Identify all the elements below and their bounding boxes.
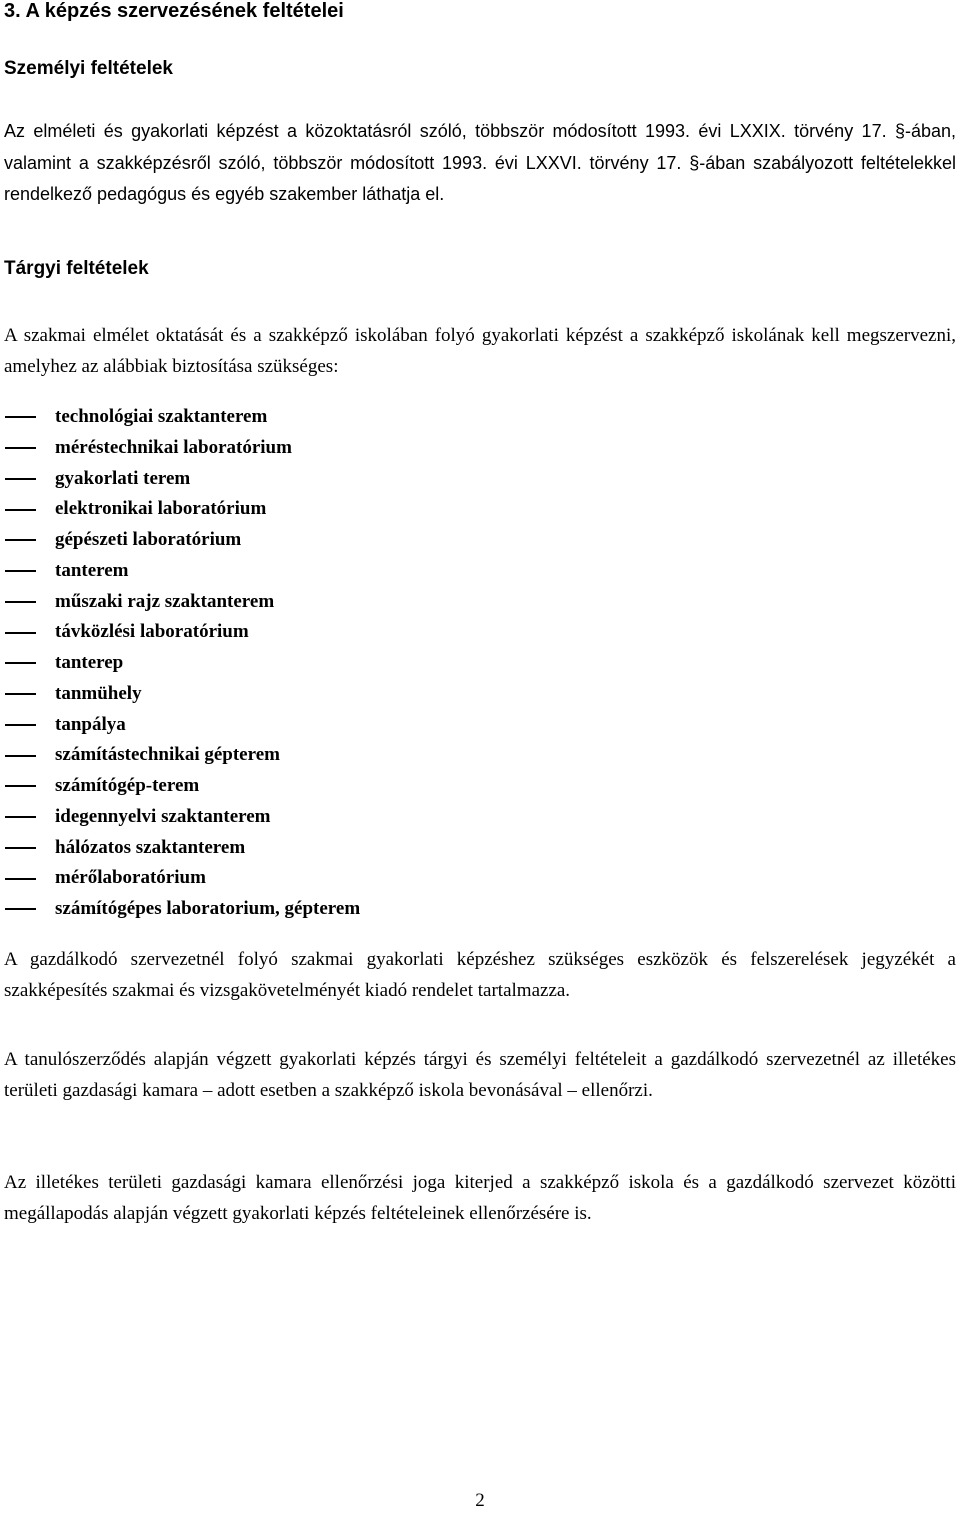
list-item-label: tanmühely [55, 682, 142, 704]
personal-heading: Személyi feltételek [4, 58, 173, 79]
paragraph-apprenticeship: A tanulószerződés alapján végzett gyakorlati képzés tárgyi és személyi feltételeit a gazdálkodó szervezetnél az illetékes területi gazdasági kamara – adott esetben a szakképző iskola bevonásával – ellenőrzi. [4, 1049, 956, 1101]
list-item [4, 525, 360, 556]
material-heading: Tárgyi feltételek [4, 258, 149, 279]
dash-icon [5, 878, 36, 880]
list-item [4, 464, 360, 495]
list-item-label: számítógépes laboratorium, gépterem [55, 898, 361, 919]
list-item-label: számítógép-terem [55, 775, 200, 796]
list-item-label: méréstechnikai laboratórium [55, 436, 292, 458]
dash-icon [5, 662, 36, 664]
list-item [4, 556, 360, 587]
list-item-label: tanterem [55, 559, 129, 581]
list-item [4, 863, 360, 894]
list-item [4, 587, 360, 618]
paragraph-chamber: Az illetékes területi gazdasági kamara ellenőrzési joga kiterjed a szakképző iskola és a gazdálkodó szervezet közötti megállapodás alapján végzett gyakorlati képzés feltételeinek ellenőrzésére is. [4, 1172, 956, 1224]
list-item [4, 740, 360, 771]
dash-icon [5, 509, 36, 511]
section-title: 3. A képzés szervezésének feltételei [4, 0, 344, 22]
dash-icon [5, 785, 36, 787]
dash-icon [5, 416, 36, 418]
list-item [4, 771, 360, 802]
dash-icon [5, 632, 36, 634]
list-item-label: tanpálya [55, 713, 126, 735]
list-item [4, 802, 360, 833]
list-item [4, 679, 360, 710]
list-item-label: technológiai szaktanterem [55, 406, 268, 427]
list-item [4, 710, 360, 741]
dash-icon [5, 847, 36, 849]
list-item [4, 894, 360, 925]
dash-icon [5, 908, 36, 910]
list-item [4, 494, 360, 525]
equipment-list [4, 402, 360, 925]
list-item [4, 833, 360, 864]
list-item-label: számítástechnikai gépterem [55, 744, 280, 766]
list-item [4, 648, 360, 679]
list-item-label: tanterep [55, 652, 124, 673]
list-item-label: idegennyelvi szaktanterem [55, 805, 271, 827]
dash-icon [5, 755, 36, 757]
dash-icon [5, 570, 36, 572]
list-item-label: műszaki rajz szaktanterem [55, 590, 275, 612]
dash-icon [5, 693, 36, 695]
dash-icon [5, 447, 36, 449]
dash-icon [5, 601, 36, 603]
list-item-label: mérőlaboratórium [55, 867, 206, 889]
dash-icon [5, 816, 36, 818]
material-intro: A szakmai elmélet oktatását és a szakképző iskolában folyó gyakorlati képzést a szakképző iskolának kell megszervezni, amelyhez az alábbiak biztosítása szükséges: [4, 325, 956, 377]
list-item [4, 433, 360, 464]
dash-icon [5, 724, 36, 726]
list-item-label: gyakorlati terem [55, 467, 191, 489]
dash-icon [5, 478, 36, 480]
personal-text: Az elméleti és gyakorlati képzést a közoktatásról szóló, többször módosított 1993. évi LXXIX. törvény 17. §-ában, valamint a szakképzésről szóló, többször módosított 1993. évi LXXVI. törvény 17. §-ában szabályozott feltételekkel rendelkező pedagógus és egyéb szakember láthatja el. [4, 121, 956, 204]
paragraph-equipment: A gazdálkodó szervezetnél folyó szakmai gyakorlati képzéshez szükséges eszközök és felszerelések jegyzékét a szakképesítés szakmai és vizsgakövetelményét kiadó rendelet tartalmazza. [4, 949, 956, 1001]
list-item-label: elektronikai laboratórium [55, 498, 267, 520]
list-item [4, 402, 360, 433]
dash-icon [5, 539, 36, 541]
list-item-label: hálózatos szaktanterem [55, 836, 246, 858]
list-item-label: távközlési laboratórium [55, 621, 249, 643]
page-number: 2 [475, 1490, 485, 1511]
list-item [4, 617, 360, 648]
list-item-label: gépészeti laboratórium [55, 529, 242, 550]
